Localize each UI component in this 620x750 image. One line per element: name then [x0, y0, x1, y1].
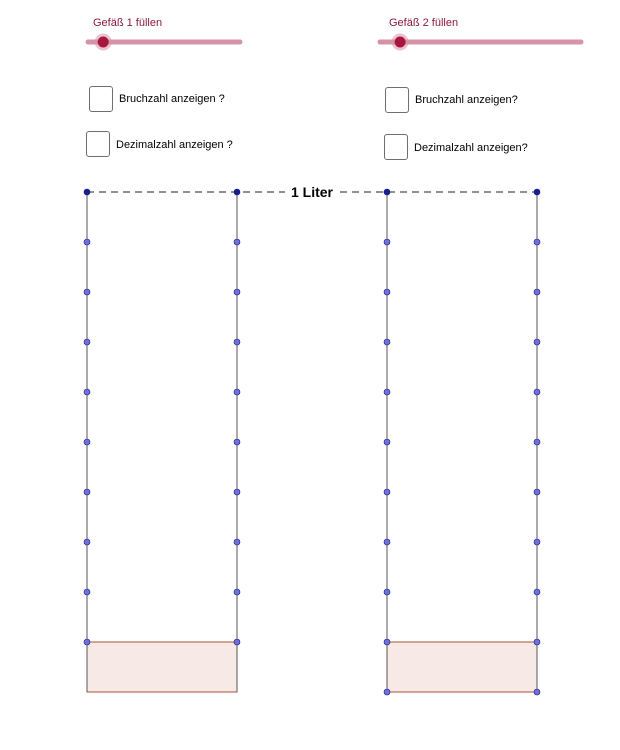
- vessel2-slider[interactable]: [380, 34, 581, 51]
- vessel2-slider-label: Gefäß 2 füllen: [389, 17, 459, 29]
- vessel2-left-mark-4: [384, 389, 390, 395]
- vessel2-slider-knob-center[interactable]: [395, 37, 406, 48]
- vessel2-left-mark-6: [384, 489, 390, 495]
- vessel2-right-mark-7: [534, 539, 540, 545]
- vessel2-left-mark-7: [384, 539, 390, 545]
- vessel2-right-mark-2: [534, 289, 540, 295]
- vessel1-right-mark-0: [234, 189, 240, 195]
- vessel1-decimal-checkbox-label: Dezimalzahl anzeigen ?: [116, 139, 233, 151]
- vessel1-fill: [87, 642, 237, 692]
- vessel2-fill: [387, 642, 537, 692]
- vessel2-right-mark-0: [534, 189, 540, 195]
- vessel1-left-mark-4: [84, 389, 90, 395]
- vessel2-left-mark-2: [384, 289, 390, 295]
- vessel1-slider-label: Gefäß 1 füllen: [93, 17, 163, 29]
- vessel2-right-mark-4: [534, 389, 540, 395]
- vessel1-right-mark-7: [234, 539, 240, 545]
- vessel2-right-mark-8: [534, 589, 540, 595]
- vessel2-right-mark-3: [534, 339, 540, 345]
- vessel1-right-mark-8: [234, 589, 240, 595]
- vessel1-right-mark-3: [234, 339, 240, 345]
- vessel2-right-mark-9: [534, 639, 540, 645]
- vessel2-right-mark-6: [534, 489, 540, 495]
- vessel1-left-mark-3: [84, 339, 90, 345]
- vessel1-slider-knob-center[interactable]: [98, 37, 109, 48]
- vessel2-left-mark-0: [384, 189, 390, 195]
- vessel2-left-mark-8: [384, 589, 390, 595]
- vessel1-right-mark-5: [234, 439, 240, 445]
- vessel1-left-mark-8: [84, 589, 90, 595]
- vessel1-left-mark-6: [84, 489, 90, 495]
- vessel2: [387, 192, 537, 692]
- vessel1-right-mark-2: [234, 289, 240, 295]
- vessel1-left-mark-1: [84, 239, 90, 245]
- vessel2-left-mark-3: [384, 339, 390, 345]
- vessel2-left-mark-1: [384, 239, 390, 245]
- vessel1-left-mark-5: [84, 439, 90, 445]
- vessel1-fraction-checkbox-label: Bruchzahl anzeigen ?: [119, 93, 225, 105]
- vessel2-left-mark-5: [384, 439, 390, 445]
- vessel1-left-mark-0: [84, 189, 90, 195]
- vessel2-right-mark-1: [534, 239, 540, 245]
- vessel2-right-mark-5: [534, 439, 540, 445]
- vessel2-left-mark-9: [384, 639, 390, 645]
- vessel1-left-mark-2: [84, 289, 90, 295]
- vessel1-right-mark-9: [234, 639, 240, 645]
- vessel2-left-mark-10: [384, 689, 390, 695]
- vessel1: [87, 192, 237, 692]
- vessel2-decimal-checkbox-label: Dezimalzahl anzeigen?: [414, 142, 528, 154]
- vessel2-right-mark-10: [534, 689, 540, 695]
- one-liter-label: 1 Liter: [290, 184, 334, 200]
- vessel1-right-mark-1: [234, 239, 240, 245]
- vessel1-left-mark-7: [84, 539, 90, 545]
- vessel1-slider[interactable]: [88, 34, 240, 51]
- vessel2-fraction-checkbox-label: Bruchzahl anzeigen?: [415, 94, 518, 106]
- vessel1-right-mark-6: [234, 489, 240, 495]
- vessel1-left-mark-9: [84, 639, 90, 645]
- vessel1-right-mark-4: [234, 389, 240, 395]
